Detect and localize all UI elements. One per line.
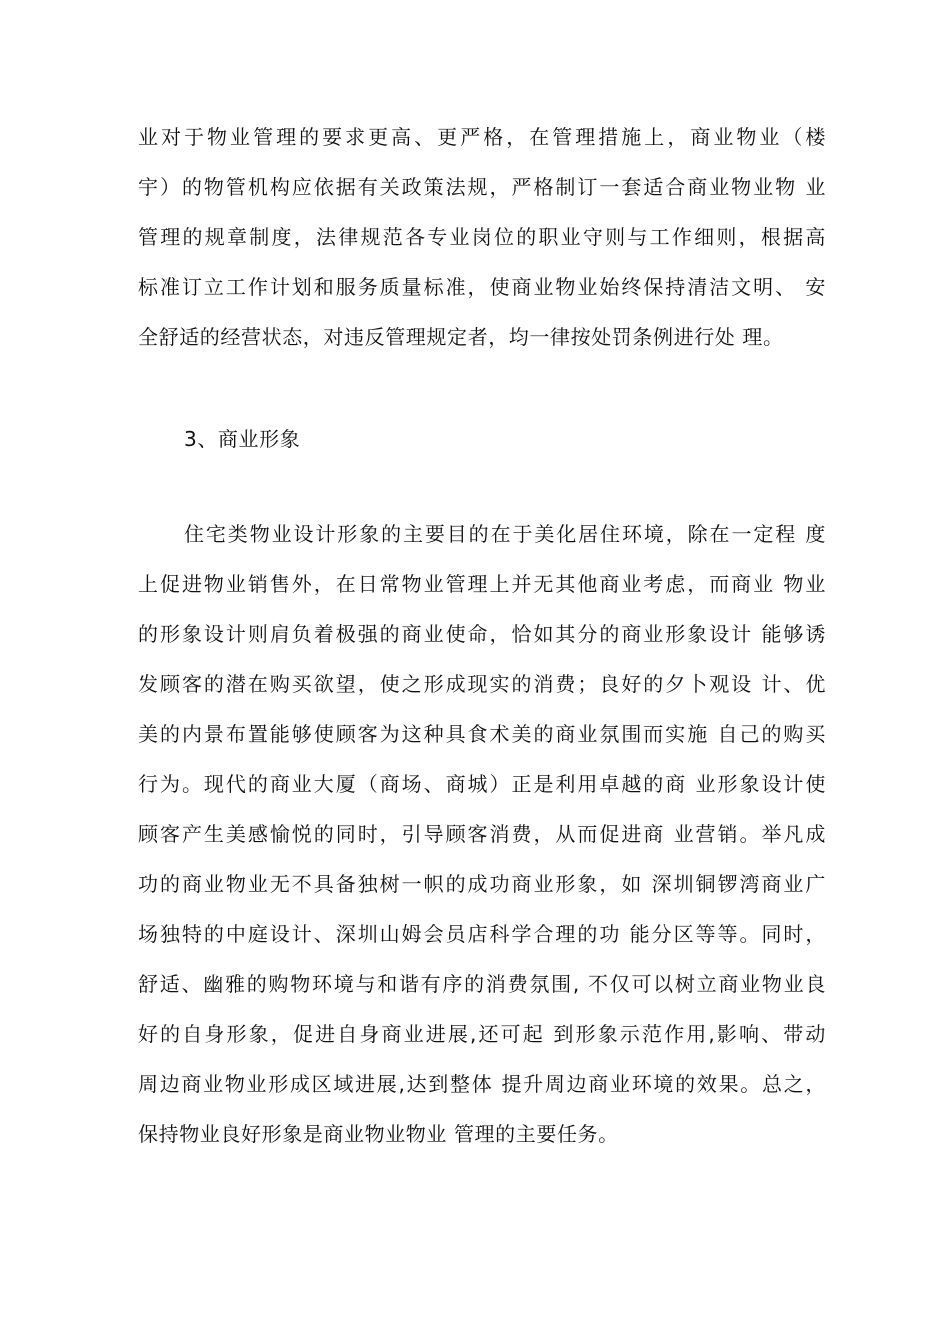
paragraph-line: 功的商业物业无不具备独树一帜的成功商业形象，如 深圳铜锣湾商业广: [138, 872, 826, 896]
paragraph-line: 标准订立工作计划和服务质量标准，使商业物业始终保持清洁文明、 安: [138, 275, 826, 299]
paragraph-line: 全舒适的经营状态，对违反管理规定者，均一律按处罚条例进行处 理。: [138, 325, 784, 349]
paragraph-line: 好的自身形象，促进自身商业进展,还可起 到形象示范作用,影响、带动: [138, 1022, 826, 1046]
paragraph-line: 业对于物业管理的要求更高、更严格，在管理措施上，商业物业（楼: [138, 125, 826, 149]
paragraph-line: 顾客产生美感愉悦的同时，引导顾客消费，从而促进商 业营销。举凡成: [138, 822, 826, 846]
section-heading: 3、商业形象: [184, 427, 301, 451]
paragraph-line: 保持物业良好形象是商业物业物业 管理的主要任务。: [138, 1122, 619, 1146]
paragraph-line: 场独特的中庭设计、深圳山姆会员店科学合理的功 能分区等等。同时，: [138, 922, 826, 946]
paragraph-line: 宇）的物管机构应依据有关政策法规，严格制订一套适合商业物业物 业: [138, 175, 826, 199]
paragraph-line: 上促进物业销售外，在日常物业管理上并无其他商业考虑，而商业 物业: [138, 572, 826, 596]
paragraph-line: 的形象设计则肩负着极强的商业使命，恰如其分的商业形象设计 能够诱: [138, 622, 826, 646]
paragraph-line: 管理的规章制度，法律规范各专业岗位的职业守则与工作细则，根据高: [138, 225, 826, 249]
paragraph-line: 周边商业物业形成区域进展,达到整体 提升周边商业环境的效果。总之，: [138, 1072, 826, 1096]
paragraph-line: 发顾客的潜在购买欲望，使之形成现实的消费；良好的夕卜观设 计、优: [138, 672, 826, 696]
paragraph-line: 舒适、幽雅的购物环境与和谐有序的消费氛围, 不仅可以树立商业物业良: [138, 972, 826, 996]
paragraph-line: 住宅类物业设计形象的主要目的在于美化居住环境，除在一定程 度: [184, 522, 826, 546]
paragraph-line: 美的内景布置能够使顾客为这种具食术美的商业氛围而实施 自己的购买: [138, 722, 826, 746]
paragraph-line: 行为。现代的商业大厦（商场、商城）正是利用卓越的商 业形象设计使: [138, 772, 826, 796]
